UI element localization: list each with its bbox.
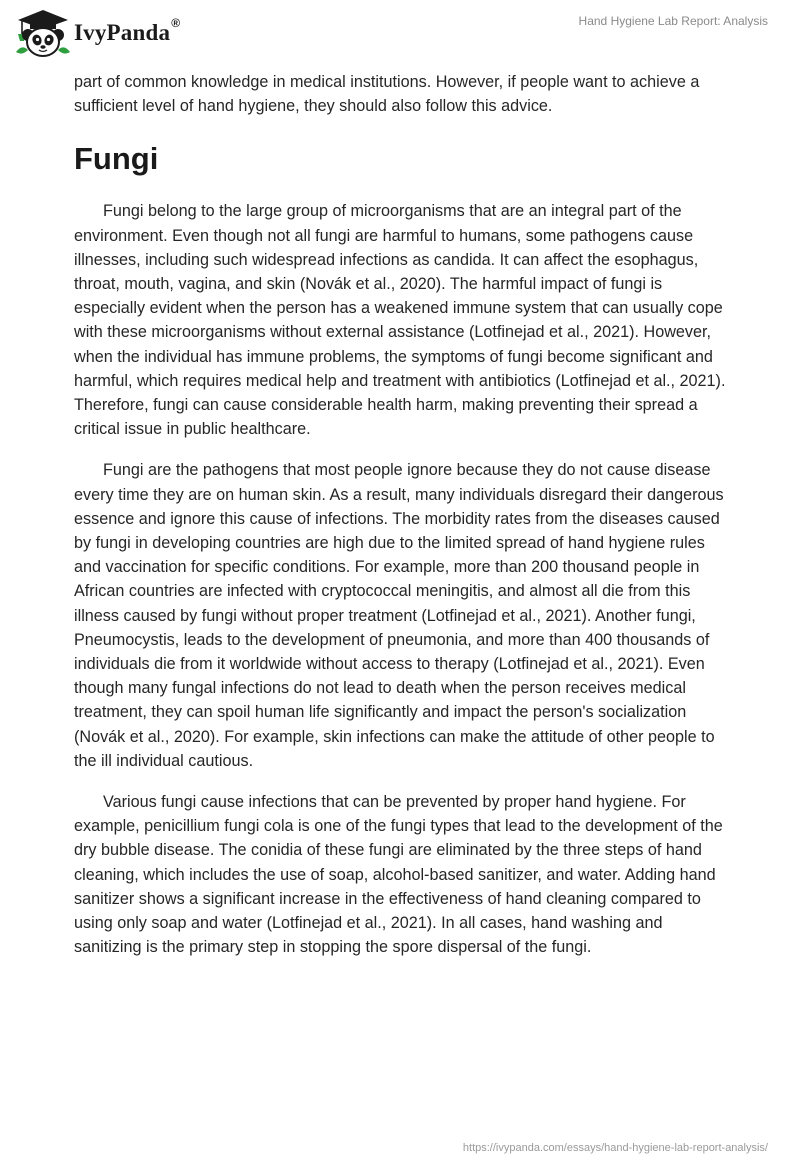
document-title: Hand Hygiene Lab Report: Analysis [578, 14, 768, 28]
article-body [74, 70, 734, 977]
brand-name: IvyPanda® [74, 16, 181, 45]
brand-logo[interactable] [14, 8, 180, 58]
paragraph-2: Fungi are the pathogens that most people ignore because they do not cause disease every time they are on human skin. As a result, many individuals disregard their dangerous essence and ignore this cause of infections. The morbidity rates from the diseases caused by fungi in developing countries are high due to the limited spread of hand hygiene rules and vaccination for specific conditions. For example, more than 200 thousand people in African countries are infected with cryptococcal meningitis, and almost all die from this illness caused by fungi without proper treatment (Lotfinejad et al., 2021). Another fungi, Pneumocystis, leads to the development of pneumonia, and more than 400 thousands of individuals die from it worldwide without access to therapy (Lotfinejad et al., 2021). Even though many fungal infections do not lead to death when the person receives medical treatment, they can spoil human life significantly and impact the person's socialization (Novák et al., 2020). For example, skin infections can make the attitude of other people to the ill individual cautious. [74, 461, 724, 770]
source-url[interactable]: https://ivypanda.com/essays/hand-hygiene-lab-report-analysis/ [462, 1142, 768, 1154]
panda-graduate-icon [14, 8, 72, 58]
paragraph-1: Fungi belong to the large group of microorganisms that are an integral part of the environment. Even though not all fungi are harmful to humans, some pathogens cause illnesses, including such widespread infections as candida. It can affect the esophagus, throat, mouth, vagina, and skin (Novák et al., 2020). The harmful impact of fungi is especially evident when the person has a weakened immune system that can usually cope with these microorganisms without external assistance (Lotfinejad et al., 2021). However, when the individual has immune problems, the symptoms of fungi become significant and harmful, which requires medical help and treatment with antibiotics (Lotfinejad et al., 2021). Therefore, fungi can cause considerable health harm, making preventing their spread a critical issue in public healthcare. [74, 202, 726, 439]
section-heading-fungi: Fungi [74, 141, 159, 177]
registered-mark: ® [171, 16, 181, 30]
lead-paragraph: part of common knowledge in medical institutions. However, if people want to achieve a sufficient level of hand hygiene, they should also follow this advice. [74, 73, 700, 116]
page-header [0, 0, 800, 70]
paragraph-3: Various fungi cause infections that can be prevented by proper hand hygiene. For example, penicillium fungi cola is one of the fungi types that lead to the development of the dry bubble disease. The conidia of these fungi are eliminated by the three steps of hand cleaning, which includes the use of soap, alcohol-based sanitizer, and water. Adding hand sanitizer shows a significant increase in the effectiveness of hand cleaning compared to using only soap and water (Lotfinejad et al., 2021). In all cases, hand washing and sanitizing is the primary step in stopping the spore dispersal of the fungi. [74, 793, 723, 957]
